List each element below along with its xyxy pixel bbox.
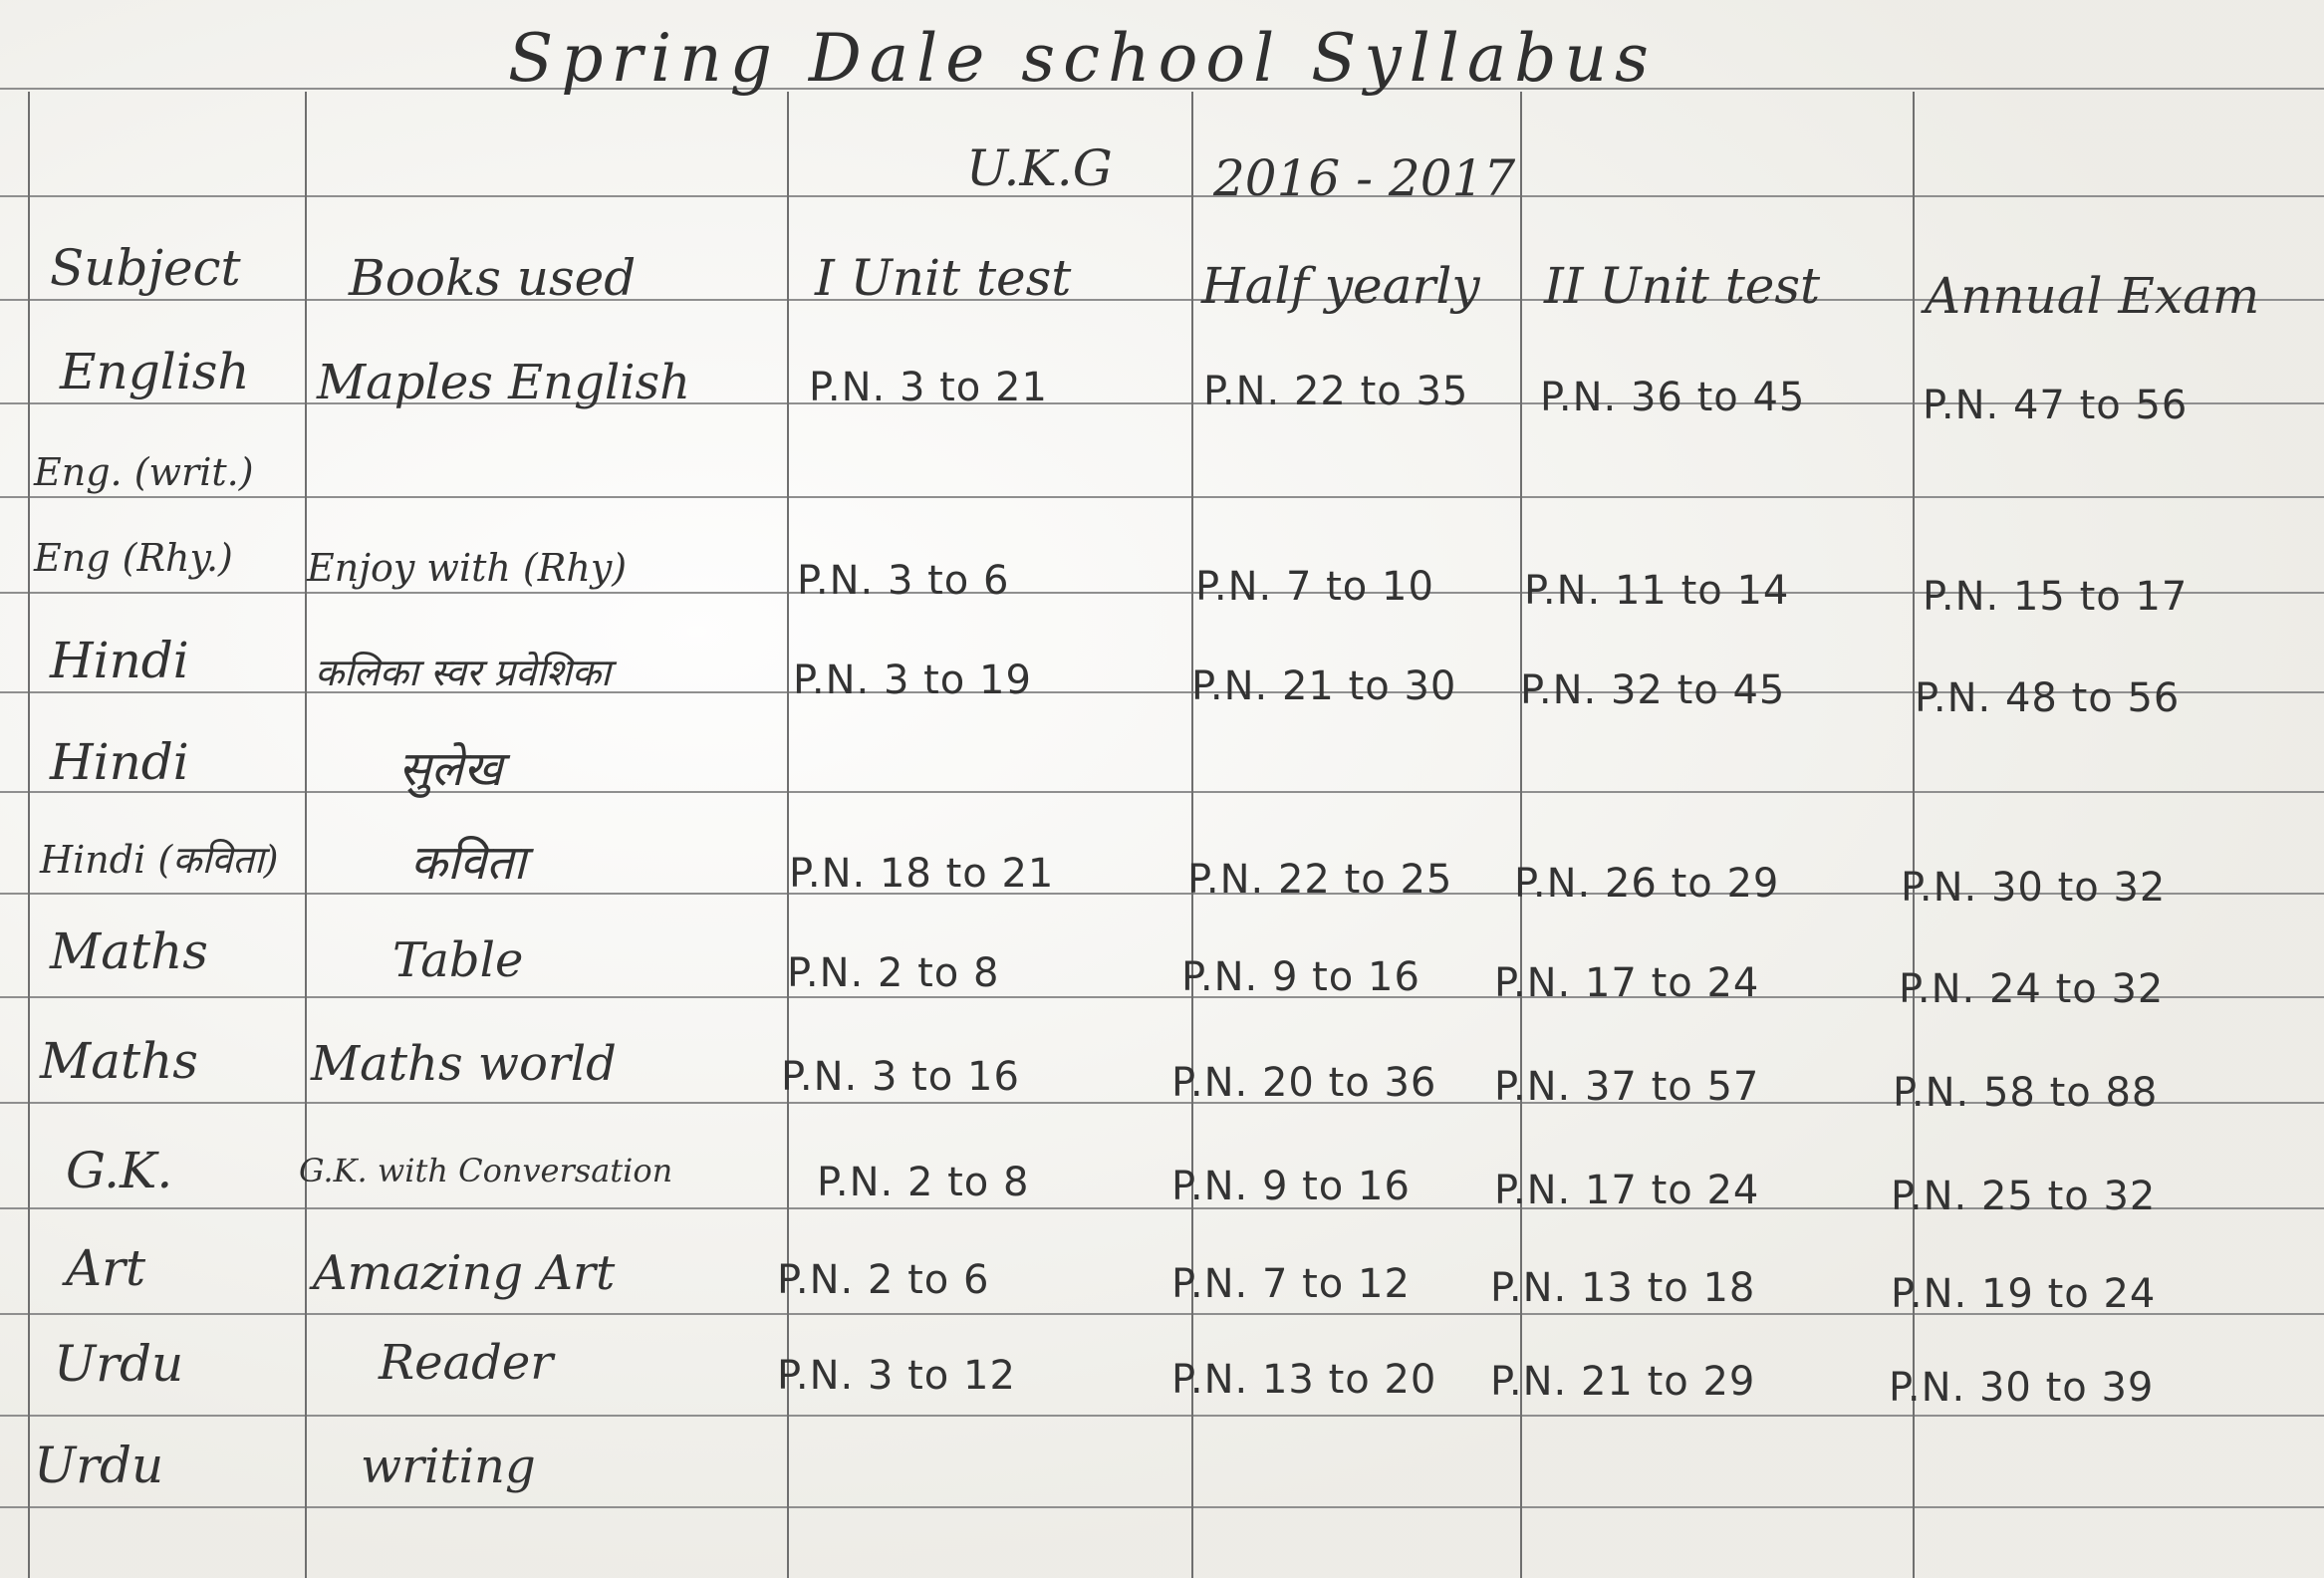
row-book: Maples English xyxy=(317,355,691,410)
row-unit2: P.N. 17 to 24 xyxy=(1494,1168,1760,1213)
row-half: P.N. 9 to 16 xyxy=(1181,954,1420,1000)
row-unit2: P.N. 32 to 45 xyxy=(1520,667,1786,713)
header-books: Books used xyxy=(349,249,637,307)
row-subject: Urdu xyxy=(34,1437,164,1494)
class-label: U.K.G xyxy=(966,139,1113,197)
row-unit2: P.N. 11 to 14 xyxy=(1524,568,1790,614)
row-subject: Hindi xyxy=(50,733,189,791)
row-half: P.N. 7 to 10 xyxy=(1195,564,1434,610)
row-subject: Hindi xyxy=(50,632,189,689)
row-annual: P.N. 58 to 88 xyxy=(1893,1070,2159,1116)
row-unit1: P.N. 2 to 6 xyxy=(777,1257,990,1303)
row-book: सुलेख xyxy=(398,741,503,797)
column-line xyxy=(1191,92,1193,1578)
row-half: P.N. 22 to 35 xyxy=(1203,369,1469,414)
header-half: Half yearly xyxy=(1201,257,1480,315)
row-unit1: P.N. 3 to 16 xyxy=(781,1054,1020,1100)
row-half: P.N. 20 to 36 xyxy=(1171,1060,1437,1106)
row-unit2: P.N. 26 to 29 xyxy=(1514,861,1780,907)
column-line xyxy=(1520,92,1522,1578)
row-subject: Art xyxy=(66,1239,146,1297)
row-subject: Urdu xyxy=(54,1335,184,1393)
row-unit2: P.N. 13 to 18 xyxy=(1490,1265,1756,1311)
session-label: 2016 - 2017 xyxy=(1213,149,1516,207)
row-subject: Maths xyxy=(40,1032,198,1090)
header-annual: Annual Exam xyxy=(1925,267,2260,325)
row-book: Maths world xyxy=(311,1036,617,1092)
ruled-line xyxy=(0,496,2324,498)
column-line xyxy=(305,92,307,1578)
row-book: कलिका स्वर प्रवेशिका xyxy=(315,651,611,694)
row-subject: Maths xyxy=(50,922,208,980)
row-unit2: P.N. 36 to 45 xyxy=(1540,375,1806,420)
row-unit2: P.N. 37 to 57 xyxy=(1494,1064,1760,1110)
row-book: कविता xyxy=(410,835,526,891)
row-unit1: P.N. 3 to 12 xyxy=(777,1353,1016,1399)
row-unit1: P.N. 3 to 6 xyxy=(797,558,1010,604)
header-subject: Subject xyxy=(50,239,241,297)
page-title: Spring Dale school Syllabus xyxy=(508,20,1657,97)
row-annual: P.N. 24 to 32 xyxy=(1899,966,2165,1012)
row-half: P.N. 9 to 16 xyxy=(1171,1164,1411,1209)
row-unit1: P.N. 18 to 21 xyxy=(789,851,1055,897)
row-unit2: P.N. 17 to 24 xyxy=(1494,960,1760,1006)
ruled-line xyxy=(0,1415,2324,1417)
row-annual: P.N. 19 to 24 xyxy=(1891,1271,2157,1317)
row-unit2: P.N. 21 to 29 xyxy=(1490,1359,1756,1405)
ruled-line xyxy=(0,791,2324,793)
row-unit1: P.N. 2 to 8 xyxy=(787,950,1000,996)
row-unit1: P.N. 3 to 19 xyxy=(793,658,1032,703)
header-unit2: II Unit test xyxy=(1544,257,1821,315)
row-annual: P.N. 30 to 32 xyxy=(1901,865,2167,911)
column-line xyxy=(1913,92,1915,1578)
row-half: P.N. 7 to 12 xyxy=(1171,1261,1411,1307)
column-line xyxy=(28,92,30,1578)
row-unit1: P.N. 3 to 21 xyxy=(809,365,1048,410)
row-book: writing xyxy=(361,1439,536,1494)
row-subject: Eng (Rhy.) xyxy=(34,536,233,580)
ruled-line xyxy=(0,195,2324,197)
row-subject: Eng. (writ.) xyxy=(34,450,254,494)
row-subject: G.K. xyxy=(66,1142,173,1199)
row-half: P.N. 21 to 30 xyxy=(1191,663,1457,709)
row-book: G.K. with Conversation xyxy=(299,1152,673,1189)
row-half: P.N. 22 to 25 xyxy=(1187,857,1453,903)
row-book: Table xyxy=(392,932,524,988)
row-book: Enjoy with (Rhy) xyxy=(307,546,628,590)
row-half: P.N. 13 to 20 xyxy=(1171,1357,1437,1403)
header-unit1: I Unit test xyxy=(815,249,1072,307)
row-book: Amazing Art xyxy=(313,1245,616,1301)
row-book: Reader xyxy=(379,1335,554,1391)
row-annual: P.N. 15 to 17 xyxy=(1923,574,2189,620)
row-annual: P.N. 25 to 32 xyxy=(1891,1174,2157,1219)
row-annual: P.N. 47 to 56 xyxy=(1923,383,2189,428)
row-annual: P.N. 48 to 56 xyxy=(1915,675,2181,721)
row-subject: English xyxy=(60,343,250,400)
ruled-line xyxy=(0,1506,2324,1508)
row-annual: P.N. 30 to 39 xyxy=(1889,1365,2155,1411)
row-unit1: P.N. 2 to 8 xyxy=(817,1160,1030,1205)
row-subject: Hindi (कविता) xyxy=(40,838,279,882)
